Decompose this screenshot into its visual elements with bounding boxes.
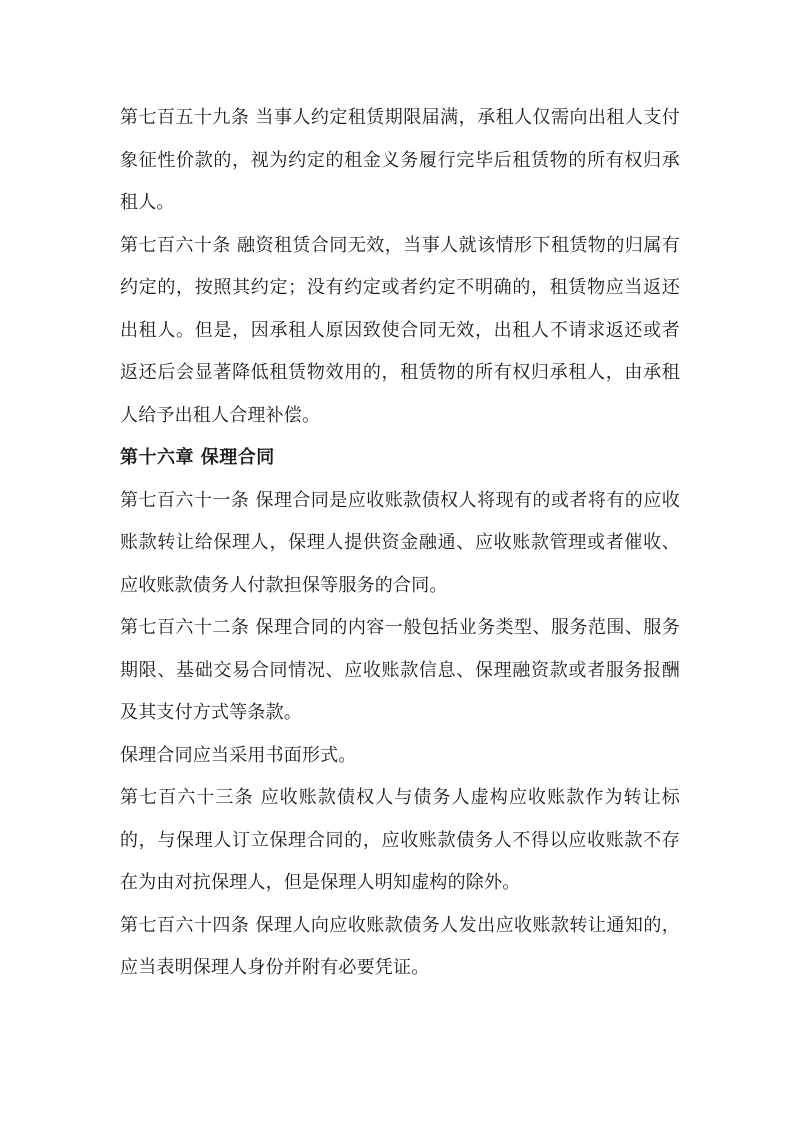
article-762: 第七百六十二条 保理合同的内容一般包括业务类型、服务范围、服务期限、基础交易合同情况、应收账款信息、保理融资款或者服务报酬及其支付方式等条款。 — [120, 617, 680, 723]
article-762-clause-2: 保理合同应当采用书面形式。 — [120, 744, 357, 766]
article-763: 第七百六十三条 应收账款债权人与债务人虚构应收账款作为转让标的，与保理人订立保理合同的，应收账款债务人不得以应收账款不存在为由对抗保理人，但是保理人明知虚构的除外。 — [120, 787, 680, 893]
article-759: 第七百五十九条 当事人约定租赁期限届满，承租人仅需向出租人支付象征性价款的，视为约定的租金义务履行完毕后租赁物的所有权归承租人。 — [120, 107, 680, 213]
document-body — [120, 97, 680, 990]
article-761: 第七百六十一条 保理合同是应收账款债权人将现有的或者将有的应收账款转让给保理人，保理人提供资金融通、应收账款管理或者催收、应收账款债务人付款担保等服务的合同。 — [120, 489, 680, 596]
article-764: 第七百六十四条 保理人向应收账款债务人发出应收账款转让通知的，应当表明保理人身份并附有必要凭证。 — [120, 914, 680, 978]
article-760: 第七百六十条 融资租赁合同无效，当事人就该情形下租赁物的归属有约定的，按照其约定；没有约定或者约定不明确的，租赁物应当返还出租人。但是，因承租人原因致使合同无效，出租人不请求返还或者返还后会显著降低租赁物效用的，租赁物的所有权归承租人，由承租人给予出租人合理补偿。 — [120, 234, 680, 426]
chapter-16-heading: 第十六章 保理合同 — [120, 447, 275, 468]
